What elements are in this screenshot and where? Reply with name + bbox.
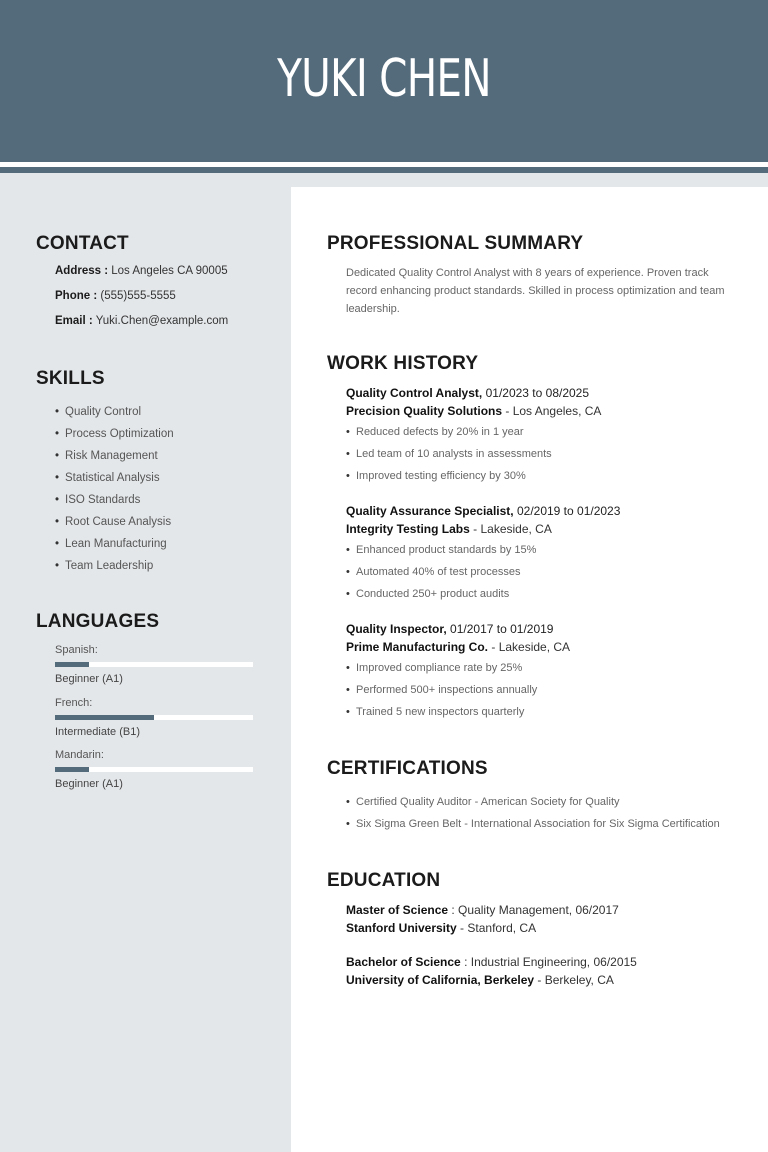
list-item: • Quality Control (55, 406, 142, 418)
summary-heading: PROFESSIONAL SUMMARY (327, 233, 584, 254)
job-company-line (346, 638, 746, 656)
resume-header (0, 0, 768, 162)
skills-heading: SKILLS (36, 368, 105, 389)
language-french (55, 697, 253, 738)
job-company-line (346, 520, 746, 538)
contact-email (55, 315, 228, 327)
job-dates: 01/2017 to 01/2019 (450, 622, 554, 636)
degree: Master of Science (346, 903, 449, 917)
language-name: Spanish: (55, 644, 98, 656)
job-title-line (346, 384, 746, 402)
email-value: Yuki.Chen@example.com (95, 315, 229, 327)
job-location: - Lakeside, CA (473, 522, 552, 536)
contact-phone (55, 290, 176, 302)
job-entry (346, 384, 746, 490)
job-title-line (346, 620, 746, 638)
list-item: • Automated 40% of test processes (346, 566, 521, 578)
skills-list (55, 404, 174, 580)
school-location: - Stanford, CA (460, 921, 537, 935)
language-spanish (55, 644, 253, 685)
proficiency-bar (55, 662, 253, 667)
contact-address (55, 265, 228, 277)
list-item: • Improved compliance rate by 25% (346, 662, 523, 674)
summary-text: Dedicated Quality Control Analyst with 8 years of experience. Proven track record enhancing product standards. Skilled in process optimization and team leadership. (346, 267, 725, 315)
job-company: Integrity Testing Labs (346, 522, 470, 536)
school: Stanford University (346, 921, 457, 935)
proficiency-bar (55, 767, 253, 772)
job-role: Quality Assurance Specialist, (346, 504, 514, 518)
job-company: Prime Manufacturing Co. (346, 640, 489, 654)
list-item: • Risk Management (55, 450, 158, 462)
education-entry (346, 953, 746, 989)
degree-line (346, 953, 746, 971)
address-value: Los Angeles CA 90005 (111, 265, 228, 277)
list-item: • Trained 5 new inspectors quarterly (346, 706, 525, 718)
list-item: • Team Leadership (55, 560, 154, 572)
education-entry (346, 901, 746, 937)
job-location: - Lakeside, CA (491, 640, 571, 654)
list-item: • Conducted 250+ product audits (346, 588, 510, 600)
degree-field: : Industrial Engineering, 06/2015 (464, 955, 637, 969)
degree: Bachelor of Science (346, 955, 461, 969)
language-level: Beginner (A1) (55, 778, 123, 790)
job-role: Quality Inspector, (346, 622, 447, 636)
contact-heading: CONTACT (36, 233, 129, 254)
language-level: Beginner (A1) (55, 673, 123, 685)
list-item: • ISO Standards (55, 494, 141, 506)
list-item: • Root Cause Analysis (55, 516, 172, 528)
list-item: • Six Sigma Green Belt - International Association for Six Sigma Certification (346, 818, 720, 830)
languages-heading: LANGUAGES (36, 611, 160, 632)
degree-line (346, 901, 746, 919)
job-role: Quality Control Analyst, (346, 386, 483, 400)
school-location: - Berkeley, CA (537, 973, 614, 987)
candidate-name: YUKI CHEN (277, 49, 491, 109)
list-item: • Lean Manufacturing (55, 538, 167, 550)
job-bullets (346, 424, 746, 490)
job-bullets (346, 542, 746, 608)
certifications-heading: CERTIFICATIONS (327, 758, 488, 779)
phone-label: Phone : (55, 290, 98, 302)
list-item: • Statistical Analysis (55, 472, 160, 484)
phone-value: (555)555-5555 (100, 290, 176, 302)
top-strip (291, 173, 768, 187)
list-item: • Improved testing efficiency by 30% (346, 470, 526, 482)
language-name: Mandarin: (55, 749, 104, 761)
job-dates: 02/2019 to 01/2023 (516, 504, 621, 518)
job-title-line (346, 502, 746, 520)
job-bullets (346, 660, 746, 726)
email-label: Email : (55, 315, 93, 327)
proficiency-bar (55, 715, 253, 720)
list-item: • Process Optimization (55, 428, 174, 440)
job-location: - Los Angeles, CA (505, 404, 602, 418)
job-entry (346, 502, 746, 608)
job-company-line (346, 402, 746, 420)
work-history-heading: WORK HISTORY (327, 353, 479, 374)
language-name: French: (55, 697, 93, 709)
list-item: • Led team of 10 analysts in assessments (346, 448, 552, 460)
education-heading: EDUCATION (327, 870, 441, 891)
proficiency-fill (55, 767, 89, 772)
language-mandarin (55, 749, 253, 790)
list-item: • Reduced defects by 20% in 1 year (346, 426, 524, 438)
language-level: Intermediate (B1) (55, 726, 140, 738)
list-item: • Performed 500+ inspections annually (346, 684, 538, 696)
job-dates: 01/2023 to 08/2025 (485, 386, 590, 400)
proficiency-fill (55, 715, 154, 720)
job-entry (346, 620, 746, 726)
school-line (346, 971, 746, 989)
school-line (346, 919, 746, 937)
list-item: • Certified Quality Auditor - American Society for Quality (346, 796, 620, 808)
certifications-list (346, 794, 746, 838)
list-item: • Enhanced product standards by 15% (346, 544, 537, 556)
job-company: Precision Quality Solutions (346, 404, 503, 418)
degree-field: : Quality Management, 06/2017 (451, 903, 619, 917)
address-label: Address : (55, 265, 109, 277)
school: University of California, Berkeley (346, 973, 535, 987)
proficiency-fill (55, 662, 89, 667)
